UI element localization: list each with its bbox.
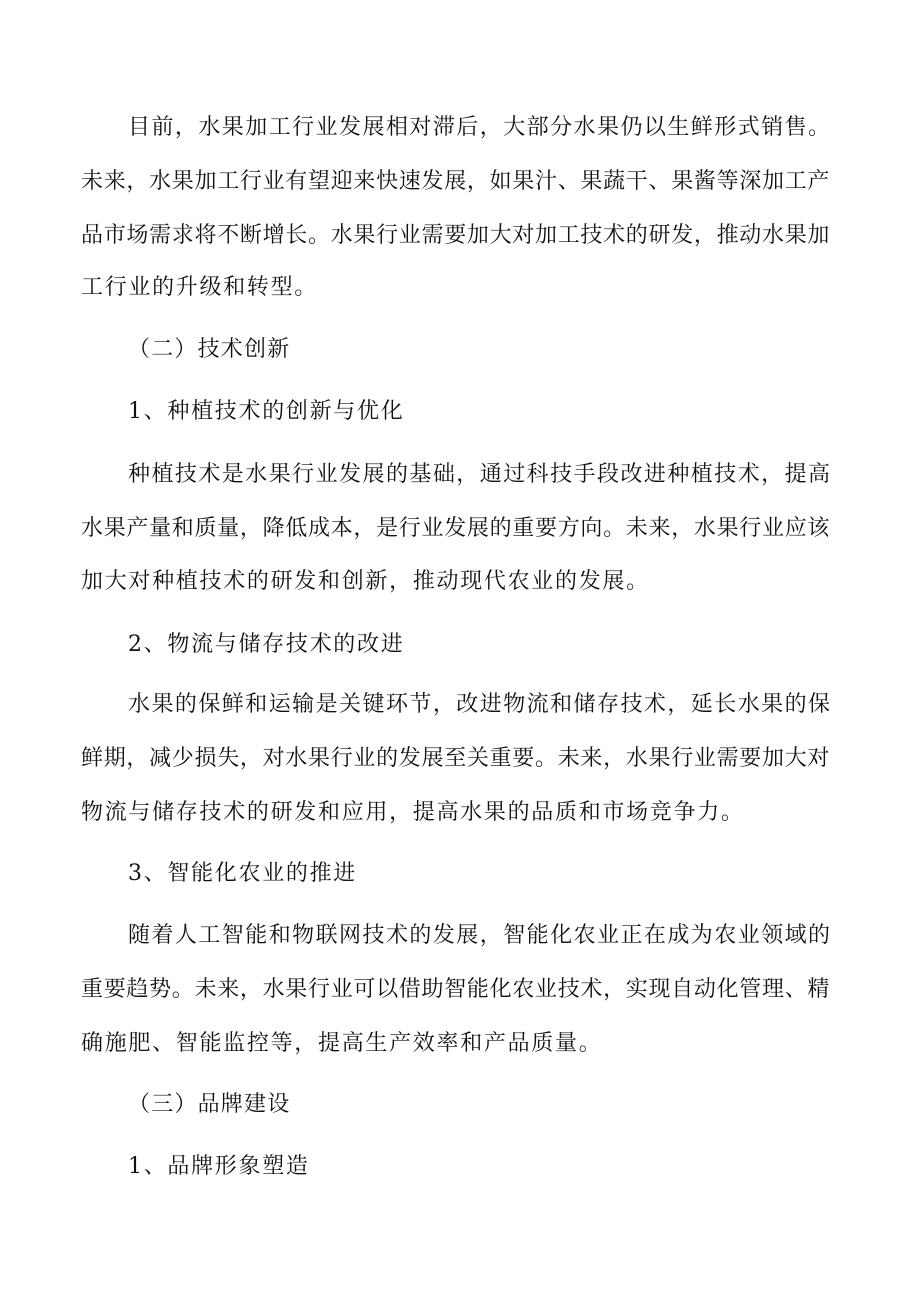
section-heading: （二）技术创新 — [128, 337, 291, 362]
paragraph-line: 重要趋势。未来，水果行业可以借助智能化农业技术，实现自动化管理、精 — [81, 977, 831, 1002]
subsection-heading: 1、品牌形象塑造 — [128, 1154, 310, 1179]
paragraph-line: 未来，水果加工行业有望迎来快速发展，如果汁、果蔬干、果酱等深加工产 — [81, 169, 831, 194]
paragraph-line: 目前，水果加工行业发展相对滞后，大部分水果仍以生鲜形式销售。 — [128, 115, 832, 140]
paragraph-line: 物流与储存技术的研发和应用，提高水果的品质和市场竞争力。 — [81, 800, 745, 825]
subsection-heading: 1、种植技术的创新与优化 — [128, 399, 405, 424]
paragraph-line: 确施肥、智能监控等，提高生产效率和产品质量。 — [81, 1031, 603, 1056]
paragraph-line: 品市场需求将不断增长。水果行业需要加大对加工技术的研发，推动水果加 — [81, 223, 831, 248]
section-heading: （三）品牌建设 — [128, 1092, 291, 1117]
paragraph-line: 水果产量和质量，降低成本，是行业发展的重要方向。未来，水果行业应该 — [81, 516, 831, 541]
paragraph-line: 随着人工智能和物联网技术的发展，智能化农业正在成为农业领域的 — [128, 923, 832, 948]
paragraph-line: 工行业的升级和转型。 — [81, 275, 319, 300]
subsection-heading: 3、智能化农业的推进 — [128, 861, 357, 886]
paragraph-line: 鲜期，减少损失，对水果行业的发展至关重要。未来，水果行业需要加大对 — [81, 746, 831, 771]
paragraph-line: 水果的保鲜和运输是关键环节，改进物流和储存技术，延长水果的保 — [128, 692, 832, 717]
paragraph-line: 加大对种植技术的研发和创新，推动现代农业的发展。 — [81, 569, 650, 594]
paragraph-line: 种植技术是水果行业发展的基础，通过科技手段改进种植技术，提高 — [128, 462, 832, 487]
subsection-heading: 2、物流与储存技术的改进 — [128, 632, 405, 657]
